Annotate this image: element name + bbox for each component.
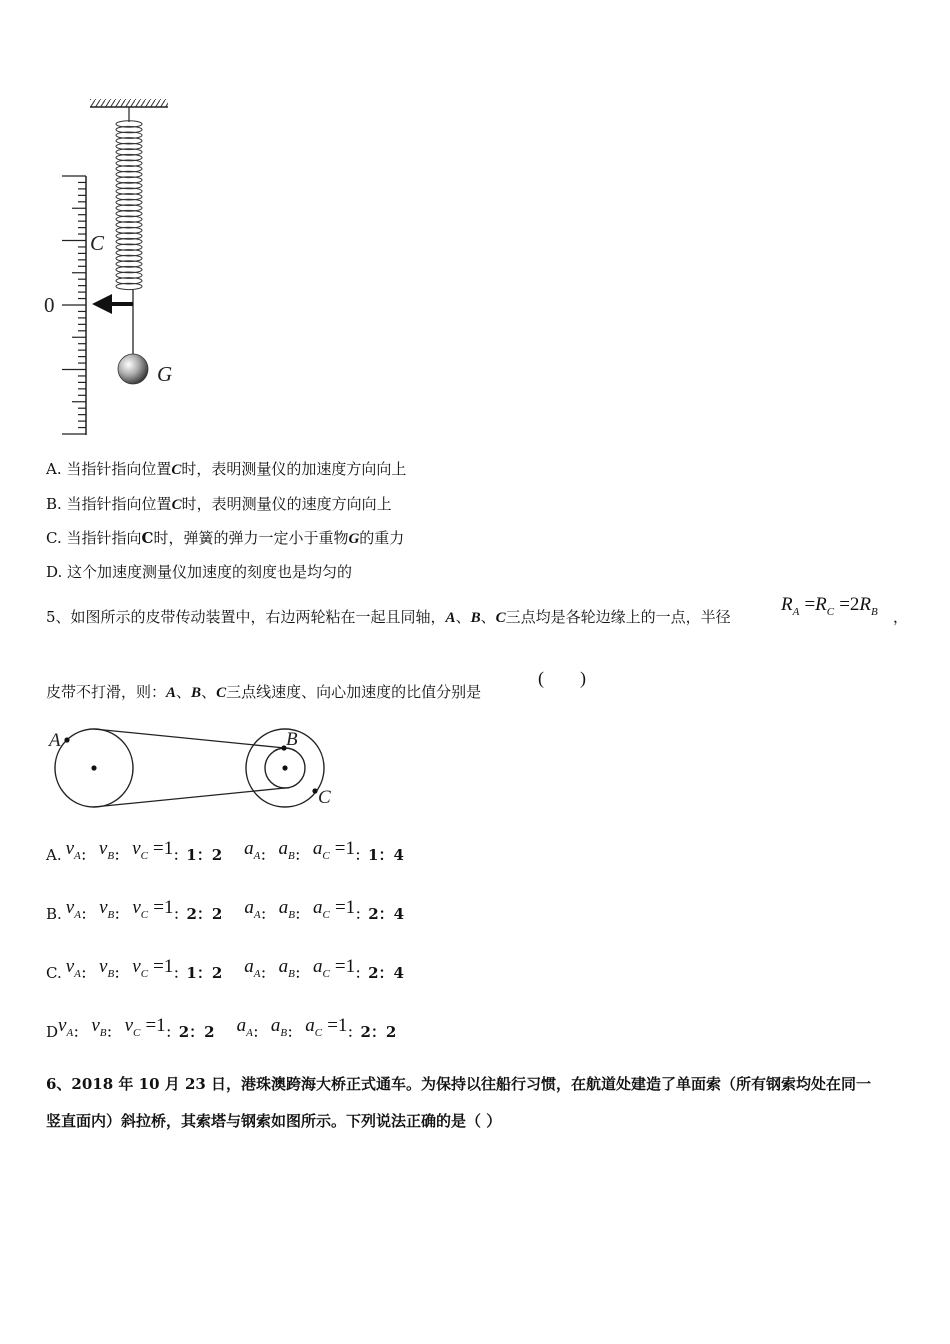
v-sub-b: B: [107, 909, 115, 921]
q4-a-var: C: [171, 462, 182, 478]
q5-line2-pt-b: B: [191, 685, 202, 701]
colon: ：: [260, 849, 274, 864]
v-sub-c: C: [133, 1027, 141, 1039]
point-a-dot: [64, 737, 69, 742]
q5-sep1: 、: [455, 608, 471, 626]
colon: ：: [114, 849, 128, 864]
q5-line2-suffix: 三点线速度、向心加速度的比值分别是: [226, 683, 482, 701]
colon: ：: [80, 967, 94, 982]
q5-line2-sep1: 、: [176, 683, 192, 701]
v-symbol: v: [98, 838, 108, 859]
label-g: G: [157, 362, 173, 386]
point-c-dot: [312, 788, 317, 793]
a-sub-c: C: [314, 1027, 323, 1039]
q5-pt-c: C: [495, 610, 506, 626]
q5-option-row: [46, 838, 404, 864]
q4-option-c: [46, 527, 404, 548]
v-symbol: v: [99, 897, 108, 918]
a-sub-b: B: [288, 968, 295, 980]
a-sub-c: C: [322, 850, 330, 862]
radius-r3: R: [859, 594, 872, 615]
q4-a-prefix: A. 当指针指向位置: [46, 460, 172, 478]
colon: ：: [173, 849, 187, 864]
q4-c-suffix: 的重力: [359, 529, 405, 547]
v-symbol: v: [99, 956, 108, 977]
label-b: B: [286, 729, 298, 750]
radius-formula: [781, 594, 878, 616]
v-symbol: v: [132, 897, 141, 918]
equals-one: =1: [334, 956, 356, 977]
v-ratio: 2：2: [186, 905, 223, 923]
colon: ：: [80, 908, 94, 923]
colon: ：: [260, 967, 274, 982]
v-sub-c: C: [140, 850, 148, 862]
colon: ：: [355, 967, 369, 982]
v-ratio: 1：2: [186, 846, 223, 864]
v-sub-b: B: [99, 1027, 107, 1039]
a-sub-c: C: [322, 909, 330, 921]
q4-b-suffix: 时，表明测量仪的速度方向向上: [181, 495, 392, 513]
option-label: C.: [46, 964, 62, 982]
a-sub-b: B: [288, 909, 295, 921]
colon: ：: [260, 908, 274, 923]
a-sub-a: A: [246, 1027, 253, 1039]
a-symbol: a: [244, 897, 254, 918]
label-a: A: [49, 730, 61, 751]
q4-option-b: [46, 493, 392, 514]
belt-drive-figure: [44, 720, 344, 816]
q5-stem-line2: [46, 681, 481, 702]
a-symbol: a: [312, 956, 323, 977]
q4-c-prefix: C. 当指针指向: [46, 529, 142, 547]
a-ratio: 2：4: [368, 905, 405, 923]
weight-ball: [118, 354, 148, 384]
spring-coils: [116, 121, 142, 290]
q6-stem-line1: 6、2018 年 10 月 23 日，港珠澳跨海大桥正式通车。为保持以往船行习惯，在航道处建造了单面索（所有钢索均处在同一: [46, 1075, 872, 1093]
q5-line2-pt-c: C: [216, 685, 227, 701]
colon: ：: [294, 967, 308, 982]
belt-upper: [94, 729, 285, 748]
a-symbol: a: [305, 1015, 315, 1036]
q5-line1-prefix: 5、如图所示的皮带传动装置中，右边两轮粘在一起且同轴，: [46, 608, 446, 626]
a-symbol: a: [313, 897, 323, 918]
a-symbol: a: [270, 1015, 281, 1036]
q5-option-row: [46, 897, 405, 923]
q4-b-prefix: B. 当指针指向位置: [46, 495, 172, 513]
label-c: C: [90, 231, 105, 255]
a-sub-a: A: [253, 850, 261, 862]
option-label: D: [46, 1023, 59, 1041]
colon: ：: [294, 908, 308, 923]
v-ratio: 1：2: [186, 964, 223, 982]
colon: ：: [355, 908, 369, 923]
a-ratio: 1：4: [368, 846, 404, 864]
label-c: C: [318, 787, 331, 808]
v-sub-b: B: [107, 968, 115, 980]
a-symbol: a: [312, 838, 323, 859]
equals-one: =1: [327, 1015, 348, 1036]
colon: ：: [165, 1026, 179, 1041]
q5-stem-line1: [46, 606, 731, 627]
colon: ：: [173, 908, 187, 923]
option-label: A.: [46, 846, 62, 864]
right-wheel-center: [282, 765, 287, 770]
v-symbol: v: [91, 1015, 100, 1036]
q4-c-mid: 时，弹簧的弹力一定小于重物: [153, 529, 349, 547]
v-symbol: v: [124, 1015, 134, 1036]
v-sub-c: C: [140, 968, 149, 980]
q4-b-var: C: [171, 497, 182, 513]
v-symbol: v: [132, 838, 141, 859]
v-symbol: v: [65, 897, 75, 918]
label-zero: 0: [44, 293, 55, 317]
q5-sep2: 、: [480, 608, 496, 626]
a-sub-b: B: [280, 1027, 288, 1039]
a-symbol: a: [278, 838, 288, 859]
q5-line1-mid: 三点均是各轮边缘上的一点，半径: [505, 608, 731, 626]
v-symbol: v: [65, 956, 75, 977]
q4-c-var2: G: [348, 531, 360, 547]
v-sub-a: A: [74, 850, 81, 862]
v-sub-a: A: [74, 909, 81, 921]
colon: ：: [173, 967, 187, 982]
a-symbol: a: [244, 956, 254, 977]
a-symbol: a: [278, 897, 289, 918]
q5-line1-end: ，: [893, 608, 909, 626]
a-symbol: a: [236, 1015, 247, 1036]
q5-line2-prefix: 皮带不打滑，则：: [46, 683, 167, 701]
a-sub-b: B: [288, 850, 295, 862]
colon: ：: [347, 1026, 361, 1041]
v-symbol: v: [132, 956, 141, 977]
q5-option-row: [46, 956, 404, 982]
scale-ticks: [62, 176, 86, 434]
colon: ：: [80, 849, 94, 864]
a-symbol: a: [244, 838, 254, 859]
a-ratio: 2：4: [368, 964, 404, 982]
radius-s3: B: [871, 606, 878, 618]
q5-option-row: [46, 1015, 397, 1041]
radius-eq1: =: [804, 594, 816, 615]
equals-one: =1: [334, 838, 355, 859]
v-sub-a: A: [66, 1027, 74, 1039]
a-ratio: 2：2: [360, 1023, 397, 1041]
colon: ：: [287, 1026, 301, 1041]
pointer-arrow: [92, 294, 112, 314]
v-sub-c: C: [140, 909, 149, 921]
colon: ：: [355, 849, 369, 864]
colon: ：: [252, 1026, 266, 1041]
left-wheel-center: [91, 765, 96, 770]
a-sub-c: C: [322, 968, 330, 980]
q4-a-suffix: 时，表明测量仪的加速度方向向上: [181, 460, 407, 478]
radius-r2: R: [815, 594, 827, 615]
equals-one: =1: [334, 897, 356, 918]
colon: ：: [114, 908, 128, 923]
radius-s2: C: [826, 606, 835, 618]
belt-lower: [94, 788, 285, 807]
ceiling-hatch: [90, 99, 168, 107]
radius-r1: R: [781, 594, 793, 615]
equals-one: =1: [153, 897, 174, 918]
q6-stem-line2: 竖直面内）斜拉桥，其索塔与钢索如图所示。下列说法正确的是（ ）: [46, 1112, 502, 1130]
a-symbol: a: [278, 956, 289, 977]
q4-option-d: D. 这个加速度测量仪加速度的刻度也是均匀的: [46, 563, 353, 581]
spring-accelerometer-figure: [40, 92, 200, 442]
q5-line2-sep2: 、: [201, 683, 217, 701]
q4-c-var1: C: [141, 529, 154, 547]
v-symbol: v: [65, 838, 75, 859]
q5-pt-a: A: [445, 610, 456, 626]
a-sub-a: A: [253, 968, 261, 980]
colon: ：: [106, 1026, 120, 1041]
colon: ：: [114, 967, 128, 982]
v-sub-b: B: [107, 850, 115, 862]
v-symbol: v: [58, 1015, 67, 1036]
answer-bracket: ( ): [538, 668, 586, 688]
equals-one: =1: [145, 1015, 166, 1036]
equals-one: =1: [153, 838, 174, 859]
colon: ：: [294, 849, 308, 864]
v-sub-a: A: [74, 968, 81, 980]
radius-s1: A: [792, 606, 800, 618]
radius-eq2: =2: [839, 594, 860, 615]
v-ratio: 2：2: [178, 1023, 215, 1041]
colon: ：: [73, 1026, 87, 1041]
equals-one: =1: [153, 956, 174, 977]
q5-pt-b: B: [470, 610, 481, 626]
a-sub-a: A: [253, 909, 261, 921]
q5-line2-pt-a: A: [166, 685, 177, 701]
option-label: B.: [46, 905, 62, 923]
q4-option-a: [46, 458, 406, 479]
